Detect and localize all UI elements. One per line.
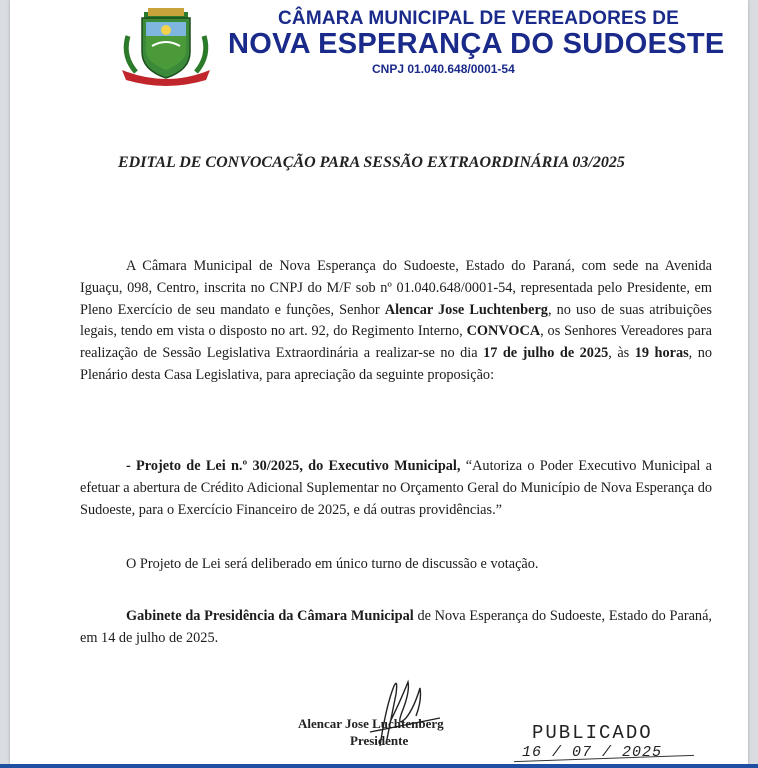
document-title: EDITAL DE CONVOCAÇÃO PARA SESSÃO EXTRAORDINÁRIA 03/2025	[118, 154, 625, 171]
municipal-crest-icon	[114, 6, 218, 90]
published-date: 16 / 07 / 2025	[522, 744, 663, 761]
paragraph-convocation: A Câmara Municipal de Nova Esperança do Sudoeste, Estado do Paraná, com sede na Avenida Iguaçu, 098, Centro, inscrita no CNPJ do M/F sob nº 01.040.648/0001-54, representada pelo Presidente, em Pleno Exercício de seu mandato e funções, Senhor Alencar Jose Luchtenberg, no uso de suas atribuições legais, tendo em vista o disposto no art. 92, do Regimento Interno, CONVOCA, os Senhores Vereadores para realização de Sessão Legislativa Extraordinária a realizar-se no dia 17 de julho de 2025, às 19 horas, no Plenário desta Casa Legislativa, para apreciação da seguinte proposição:	[80, 258, 713, 383]
signatory-name: Alencar Jose Luchtenberg	[298, 716, 444, 731]
header-cnpj: CNPJ 01.040.648/0001-54	[372, 62, 515, 76]
paragraph-bill: - Projeto de Lei n.º 30/2025, do Executivo Municipal, “Autoriza o Poder Executivo Municipal a efetuar a abertura de Crédito Adicional Suplementar no Orçamento Geral do Município de Nova Esperança do Sudoeste, para o Exercício Financeiro de 2025, e dá outras providências.”	[80, 458, 713, 518]
published-stamp: PUBLICADO	[532, 722, 653, 744]
header-line2: NOVA ESPERANÇA DO SUDOESTE	[228, 28, 725, 60]
paragraph-deliberation: O Projeto de Lei será deliberado em único turno de discussão e votação.	[126, 556, 539, 572]
window-bottom-bar	[0, 764, 758, 768]
paragraph-office: Gabinete da Presidência da Câmara Municipal de Nova Esperança do Sudoeste, Estado do Paraná, em 14 de julho de 2025.	[80, 608, 712, 646]
document-page	[10, 0, 748, 764]
header-line1: CÂMARA MUNICIPAL DE VEREADORES DE	[278, 8, 680, 29]
signatory-role: Presidente	[350, 733, 409, 748]
